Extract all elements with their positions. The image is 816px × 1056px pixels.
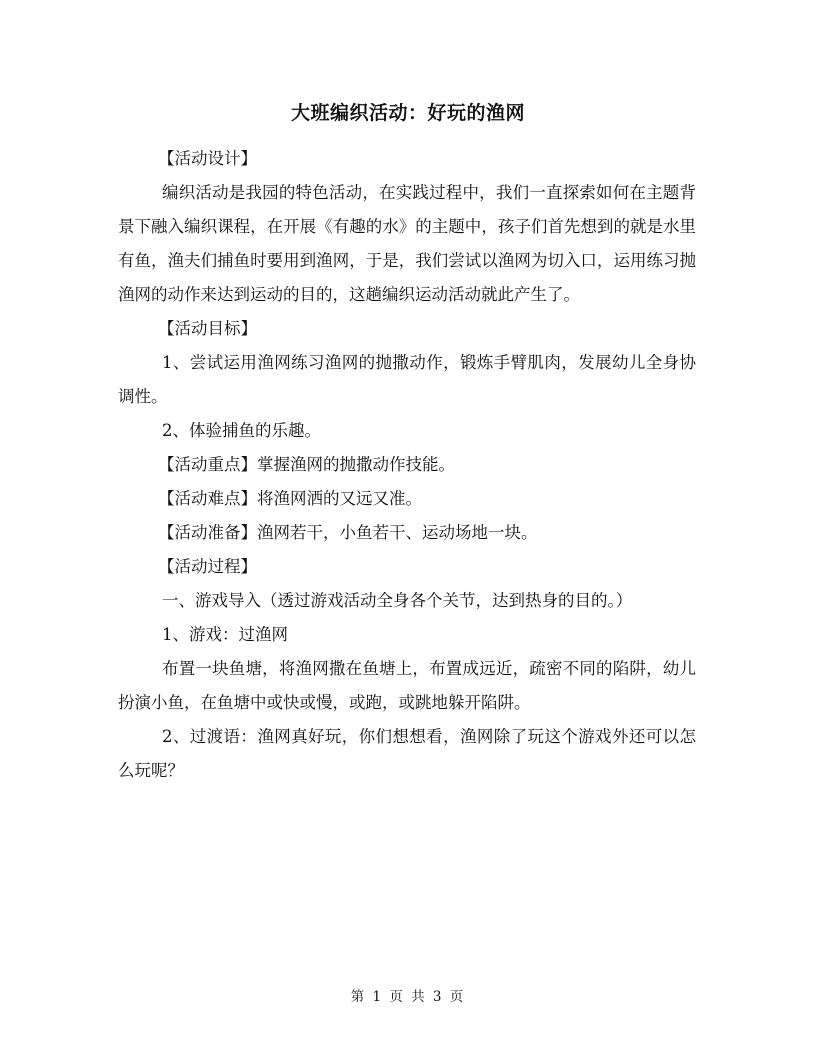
paragraph-difficulty: 【活动难点】将渔网洒的又远又准。 [158,489,422,508]
section-heading-process: 【活动过程】 [158,557,257,576]
page-number-footer: 第 1 页 共 3 页 [350,989,466,1005]
paragraph-goal-2: 2、体验捕鱼的乐趣。 [162,421,321,440]
paragraph-step-1: 一、游戏导入（透过游戏活动全身各个关节，达到热身的目的。） [162,591,633,610]
paragraph-preparation: 【活动准备】渔网若干，小鱼若干、运动场地一块。 [158,523,538,542]
paragraph-goal-1: 1、尝试运用渔网练习渔网的抛撒动作，锻炼手臂肌肉，发展幼儿全身协调性。 [118,353,696,406]
paragraph-key-point: 【活动重点】掌握渔网的抛撒动作技能。 [158,455,455,474]
paragraph-design: 编织活动是我园的特色活动，在实践过程中，我们一直探索如何在主题背景下融入编织课程，在开展《有趣的水》的主题中，孩子们首先想到的就是水里有鱼，渔夫们捕鱼时要用到渔网，于是，我们尝试以渔网为切入口，运用练习抛渔网的动作来达到运动的目的，这趟编织运动活动就此产生了。 [118,183,696,304]
document-title: 大班编织活动：好玩的渔网 [290,102,525,124]
section-heading-design: 【活动设计】 [158,149,257,168]
paragraph-game-title: 1、游戏：过渔网 [162,625,288,644]
section-heading-goals: 【活动目标】 [158,319,257,338]
paragraph-game-desc: 布置一块鱼塘，将渔网撒在鱼塘上，布置成远近，疏密不同的陷阱，幼儿扮演小鱼，在鱼塘中或快或慢，或跑，或跳地躲开陷阱。 [118,659,696,712]
paragraph-transition: 2、过渡语：渔网真好玩，你们想想看，渔网除了玩这个游戏外还可以怎么玩呢？ [118,727,696,780]
document-body [118,142,696,788]
